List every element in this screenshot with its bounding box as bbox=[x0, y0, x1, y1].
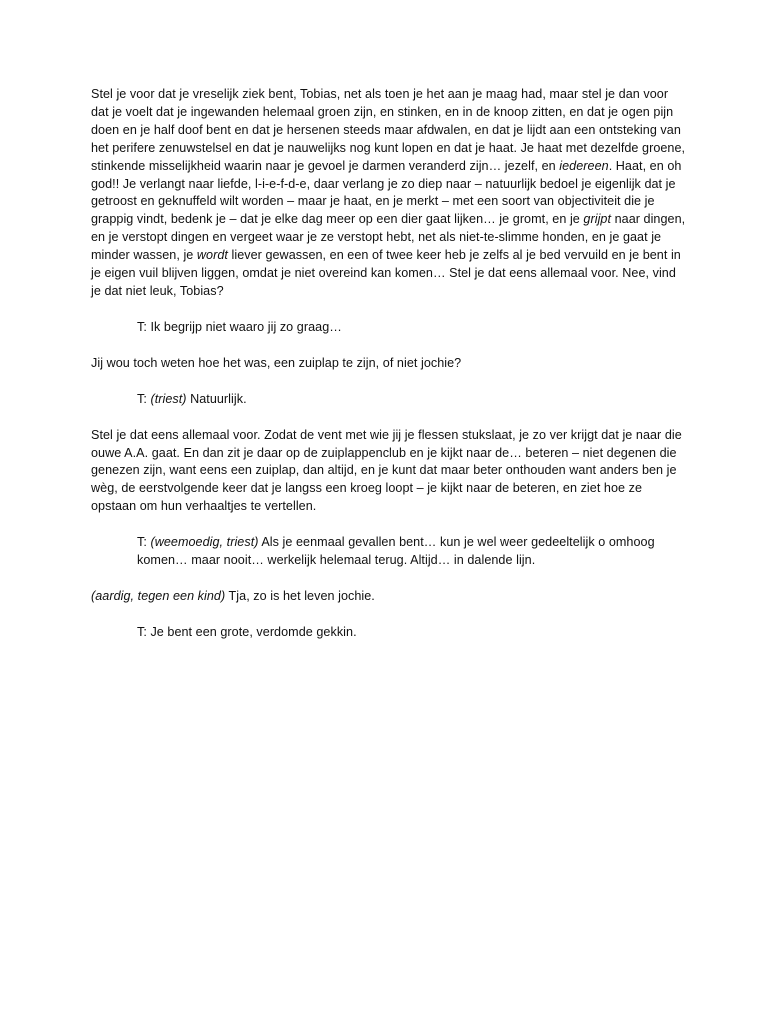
text-segment: Als je eenmaal gevallen bent… kun je wel weer gedeeltelijk o omhoog komen… maar nooit… werkelijk helemaal terug. Altijd… in dalende lijn. bbox=[137, 535, 655, 568]
text-segment-italic: (weemoedig, triest) bbox=[150, 535, 259, 550]
text-segment: Jij wou toch weten hoe het was, een zuiplap te zijn, of niet jochie? bbox=[91, 355, 462, 370]
text-segment: T: Je bent een grote, verdomde gekkin. bbox=[137, 624, 357, 639]
text-segment-italic: (triest) bbox=[150, 391, 187, 406]
paragraph-5 bbox=[91, 427, 686, 517]
text-segment: . Haat, en oh god!! Je verlangt naar liefde, l-i-e-f-d-e, daar verlang je zo diep naar – natuurlijk bedoel je eigenlijk dat je getroost en geknuffeld wilt worden – maar je haat, en je merkt – met een soort van objectiviteit die je grappig vindt, bedenk je – dat je elke dag meer op een dier gaat lijken… je gromt, en je bbox=[91, 158, 682, 227]
paragraph-4-dialogue bbox=[91, 391, 686, 409]
paragraph-3 bbox=[91, 355, 686, 373]
text-segment: Natuurlijk. bbox=[186, 391, 247, 406]
text-segment-italic: iedereen bbox=[559, 158, 609, 173]
text-segment: liever gewassen, en een of twee keer heb je zelfs al je bed vervuild en je bent in je eigen vuil blijven liggen, omdat je niet overeind kan komen… Stel je dat eens allemaal voor. Nee, vind je dat niet leuk, Tobias? bbox=[91, 248, 681, 298]
text-segment: Stel je dat eens allemaal voor. Zodat de vent met wie jij je flessen stukslaat, je zo ver krijgt dat je naar die ouwe A.A. gaat. En dan zit je daar op de zuiplappenclub en je kijkt naar de… beteren – niet degenen die genezen zijn, want eens een zuiplap, dan altijd, en je kunt dat maar beter onthouden want anders ben je wèg, de eerstvolgende keer dat je langss een kroeg loopt – je kijkt naar de beteren, en ziet hoe ze opstaan om hun verhaaltjes te vertellen. bbox=[91, 427, 682, 514]
text-segment: T: bbox=[137, 391, 151, 406]
paragraph-6-dialogue bbox=[91, 534, 686, 570]
text-segment: naar dingen, en je verstopt dingen en vergeet waar je ze verstopt hebt, net als niet-te-slimme honden, en je gaat je minder wassen, je bbox=[91, 212, 686, 263]
text-segment: Stel je voor dat je vreselijk ziek bent, Tobias, net als toen je het aan je maag had, maar stel je dan voor dat je voelt dat je ingewanden helemaal groen zijn, en stinken, en in de knoop zitten, en dat je ogen pijn doen en je half doof bent en dat je hersenen steeds maar afdwalen, en dat je lijdt aan een ontsteking van het perifere zenuwstelsel en dat je nauwelijks nog kunt lopen en dat je haat. Je haat met dezelfde groene, stinkende misselijkheid waarin naar je gevoel je darmen veranderd zijn… jezelf, en bbox=[91, 87, 686, 173]
text-segment: T: bbox=[137, 535, 151, 550]
text-segment-italic: grijpt bbox=[583, 212, 612, 227]
text-segment: Tja, zo is het leven jochie. bbox=[225, 588, 375, 603]
text-segment: T: Ik begrijp niet waaro jij zo graag… bbox=[137, 319, 342, 334]
paragraph-1 bbox=[91, 86, 686, 301]
paragraph-7 bbox=[91, 588, 686, 606]
paragraph-2-dialogue bbox=[91, 319, 686, 337]
text-segment-italic: (aardig, tegen een kind) bbox=[91, 588, 226, 603]
paragraph-8-dialogue bbox=[91, 624, 686, 642]
text-segment-italic: wordt bbox=[196, 248, 228, 263]
